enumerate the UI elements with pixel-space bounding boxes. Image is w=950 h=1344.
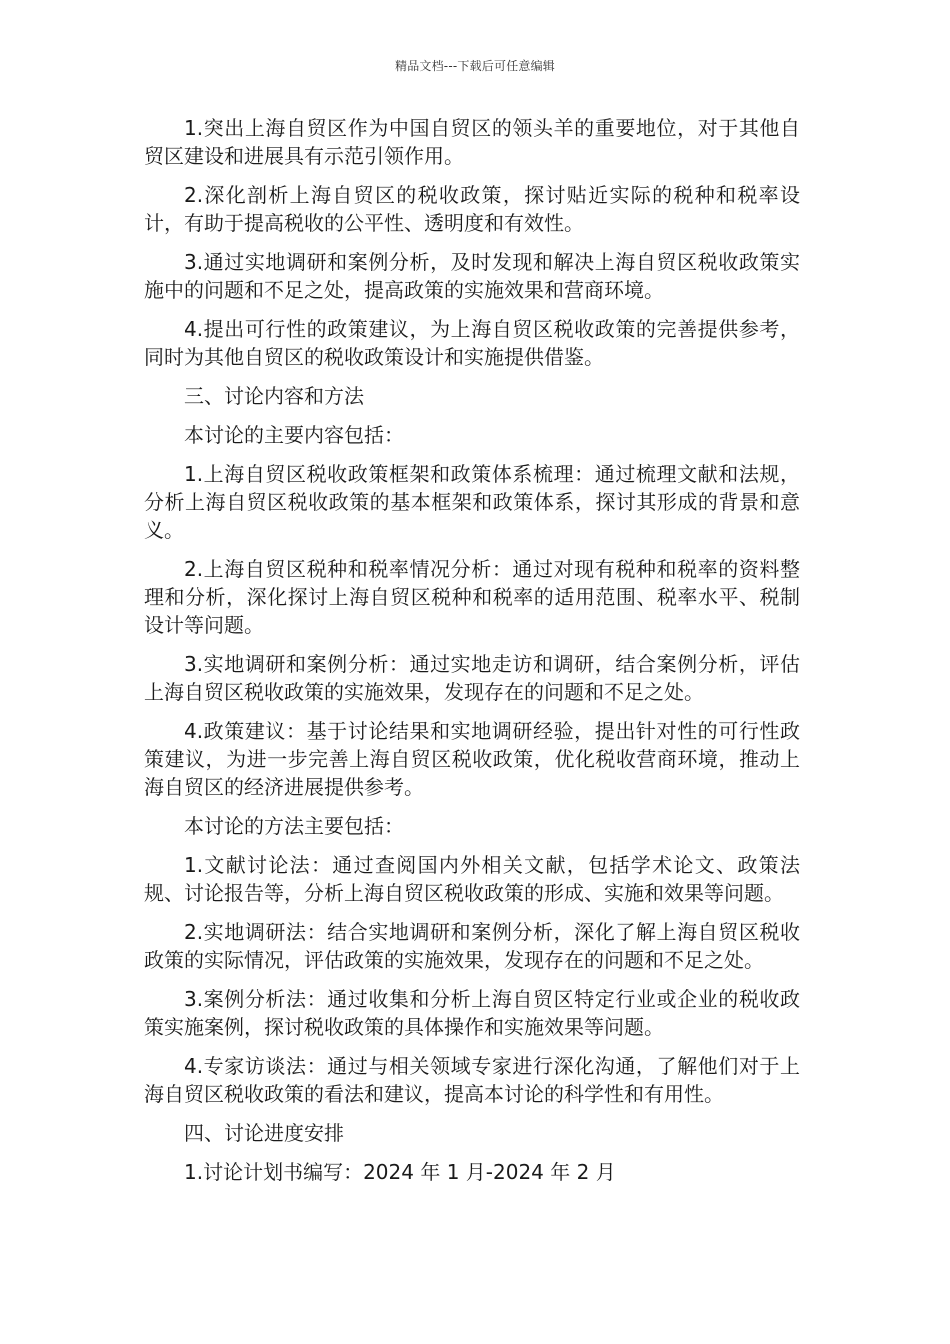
paragraph-schedule-1: 1.讨论计划书编写：2024 年 1 月-2024 年 2 月 (184, 1160, 616, 1184)
page-header: 精品文档---下载后可任意编辑 (395, 59, 555, 73)
paragraph-objective-2: 2.深化剖析上海自贸区的税收政策，探讨贴近实际的税种和税率设计，有助于提高税收的公平性、透明度和有效性。 (144, 183, 800, 235)
section-heading-schedule: 四、讨论进度安排 (184, 1121, 344, 1145)
paragraph-content-2: 2.上海自贸区税种和税率情况分析：通过对现有税种和税率的资料整理和分析，深化探讨上海自贸区税种和税率的适用范围、税率水平、税制设计等问题。 (144, 557, 800, 637)
document-body (144, 114, 800, 1197)
content-intro: 本讨论的主要内容包括： (184, 423, 404, 447)
paragraph-content-3: 3.实地调研和案例分析：通过实地走访和调研，结合案例分析，评估上海自贸区税收政策的实施效果，发现存在的问题和不足之处。 (144, 652, 800, 704)
paragraph-method-4: 4.专家访谈法：通过与相关领域专家进行深化沟通，了解他们对于上海自贸区税收政策的看法和建议，提高本讨论的科学性和有用性。 (144, 1054, 800, 1106)
paragraph-method-2: 2.实地调研法：结合实地调研和案例分析，深化了解上海自贸区税收政策的实际情况，评估政策的实施效果，发现存在的问题和不足之处。 (144, 920, 800, 972)
paragraph-objective-4: 4.提出可行性的政策建议，为上海自贸区税收政策的完善提供参考，同时为其他自贸区的税收政策设计和实施提供借鉴。 (144, 317, 800, 369)
paragraph-method-3: 3.案例分析法：通过收集和分析上海自贸区特定行业或企业的税收政策实施案例，探讨税收政策的具体操作和实施效果等问题。 (144, 987, 800, 1039)
paragraph-method-1: 1.文献讨论法：通过查阅国内外相关文献，包括学术论文、政策法规、讨论报告等，分析上海自贸区税收政策的形成、实施和效果等问题。 (144, 853, 800, 905)
paragraph-content-1: 1.上海自贸区税收政策框架和政策体系梳理：通过梳理文献和法规，分析上海自贸区税收政策的基本框架和政策体系，探讨其形成的背景和意义。 (144, 462, 800, 542)
paragraph-objective-1: 1.突出上海自贸区作为中国自贸区的领头羊的重要地位，对于其他自贸区建设和进展具有示范引领作用。 (144, 116, 800, 168)
paragraph-content-4: 4.政策建议：基于讨论结果和实地调研经验，提出针对性的可行性政策建议，为进一步完善上海自贸区税收政策，优化税收营商环境，推动上海自贸区的经济进展提供参考。 (144, 719, 800, 799)
methods-intro: 本讨论的方法主要包括： (184, 814, 404, 838)
section-heading-content-methods: 三、讨论内容和方法 (184, 384, 364, 408)
paragraph-objective-3: 3.通过实地调研和案例分析，及时发现和解决上海自贸区税收政策实施中的问题和不足之处，提高政策的实施效果和营商环境。 (144, 250, 800, 302)
